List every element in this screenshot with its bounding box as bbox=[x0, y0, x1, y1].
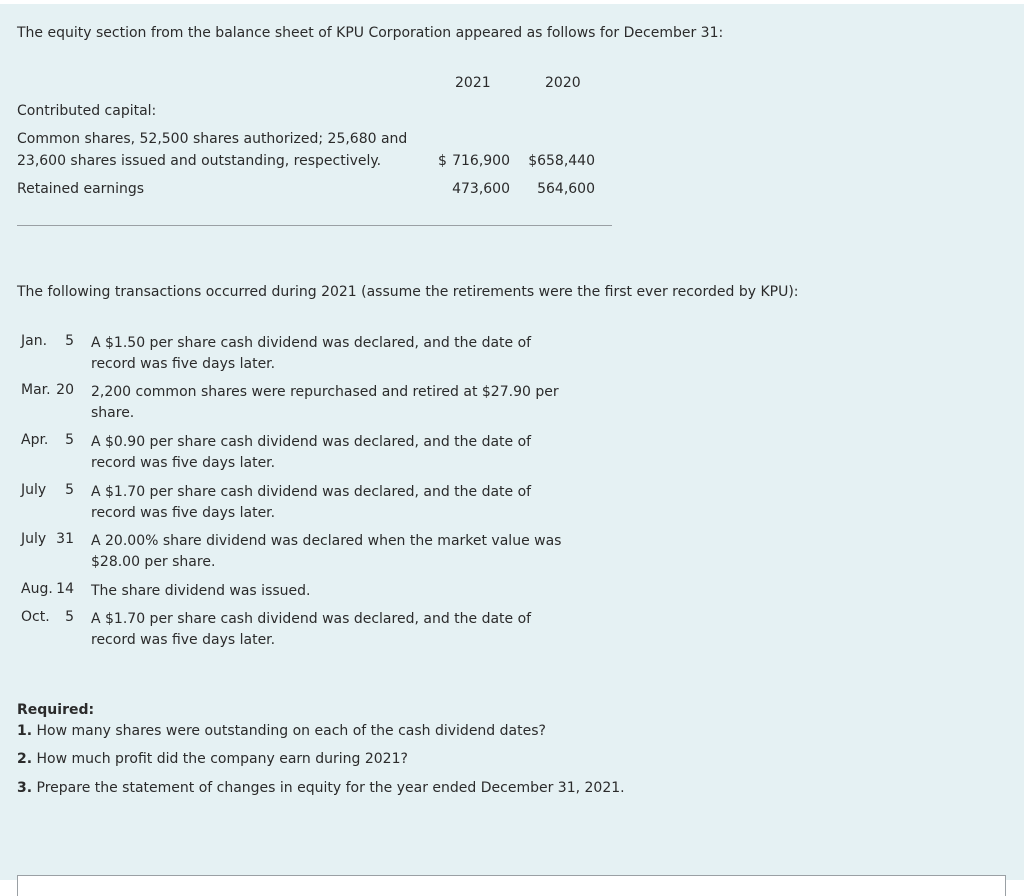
transaction-day: 5 bbox=[65, 482, 74, 498]
transaction-month: July bbox=[21, 531, 47, 547]
transaction-description: 2,200 common shares were repurchased and retired at $27.90 per share. bbox=[91, 384, 559, 421]
required-item-2 bbox=[17, 751, 408, 767]
transaction-day: 31 bbox=[56, 531, 74, 547]
intro-text: The equity section from the balance sheet of KPU Corporation appeared as follows for December 31: bbox=[17, 25, 724, 41]
transaction-description: A $0.90 per share cash dividend was declared, and the date of record was five days later. bbox=[91, 434, 532, 471]
required-item-text: Prepare the statement of changes in equity for the year ended December 31, 2021. bbox=[36, 780, 625, 796]
transaction-month: Jan. bbox=[21, 333, 48, 349]
transaction-description: A $1.70 per share cash dividend was declared, and the date of record was five days later. bbox=[91, 484, 532, 521]
required-heading: Required: bbox=[17, 702, 95, 718]
required-item-text: How much profit did the company earn during 2021? bbox=[36, 751, 408, 767]
retained-earnings-2020: 564,600 bbox=[537, 181, 595, 197]
transaction-day: 14 bbox=[56, 581, 74, 597]
transaction-day: 5 bbox=[65, 333, 74, 349]
problem-panel bbox=[0, 4, 1024, 880]
required-item-text: How many shares were outstanding on each of the cash dividend dates? bbox=[36, 723, 546, 739]
required-item-number: 2. bbox=[17, 751, 33, 767]
transaction-month: Apr. bbox=[21, 432, 49, 448]
answer-box bbox=[17, 875, 1006, 896]
required-item-number: 1. bbox=[17, 723, 33, 739]
transaction-day: 20 bbox=[56, 382, 74, 398]
column-header-2020: 2020 bbox=[545, 75, 581, 91]
transaction-description: A 20.00% share dividend was declared when the market value was $28.00 per share. bbox=[91, 533, 562, 570]
common-shares-label-line2: 23,600 shares issued and outstanding, respectively. bbox=[17, 153, 382, 169]
retained-earnings-2021: 473,600 bbox=[452, 181, 510, 197]
transaction-description: The share dividend was issued. bbox=[91, 583, 311, 599]
transaction-description: A $1.50 per share cash dividend was declared, and the date of record was five days later. bbox=[91, 335, 532, 372]
required-item-1 bbox=[17, 723, 546, 739]
transaction-month: Aug. bbox=[21, 581, 53, 597]
common-shares-label-line1: Common shares, 52,500 shares authorized; 25,680 and bbox=[17, 131, 408, 147]
transaction-month: Mar. bbox=[21, 382, 51, 398]
transaction-day: 5 bbox=[65, 432, 74, 448]
currency-symbol: $ bbox=[438, 153, 447, 169]
common-shares-2020: $658,440 bbox=[528, 153, 595, 169]
transaction-description: A $1.70 per share cash dividend was declared, and the date of record was five days later. bbox=[91, 611, 532, 648]
contributed-capital-label: Contributed capital: bbox=[17, 103, 157, 119]
transaction-month: July bbox=[21, 482, 47, 498]
table-divider bbox=[17, 225, 612, 226]
common-shares-2021 bbox=[438, 153, 510, 169]
required-item-number: 3. bbox=[17, 780, 33, 796]
required-item-3 bbox=[17, 780, 625, 796]
column-header-2021: 2021 bbox=[455, 75, 491, 91]
transactions-intro: The following transactions occurred during 2021 (assume the retirements were the first ever recorded by KPU): bbox=[17, 284, 799, 300]
transaction-day: 5 bbox=[65, 609, 74, 625]
retained-earnings-label: Retained earnings bbox=[17, 181, 145, 197]
common-shares-2021-value: 716,900 bbox=[452, 153, 510, 169]
transaction-month: Oct. bbox=[21, 609, 50, 625]
